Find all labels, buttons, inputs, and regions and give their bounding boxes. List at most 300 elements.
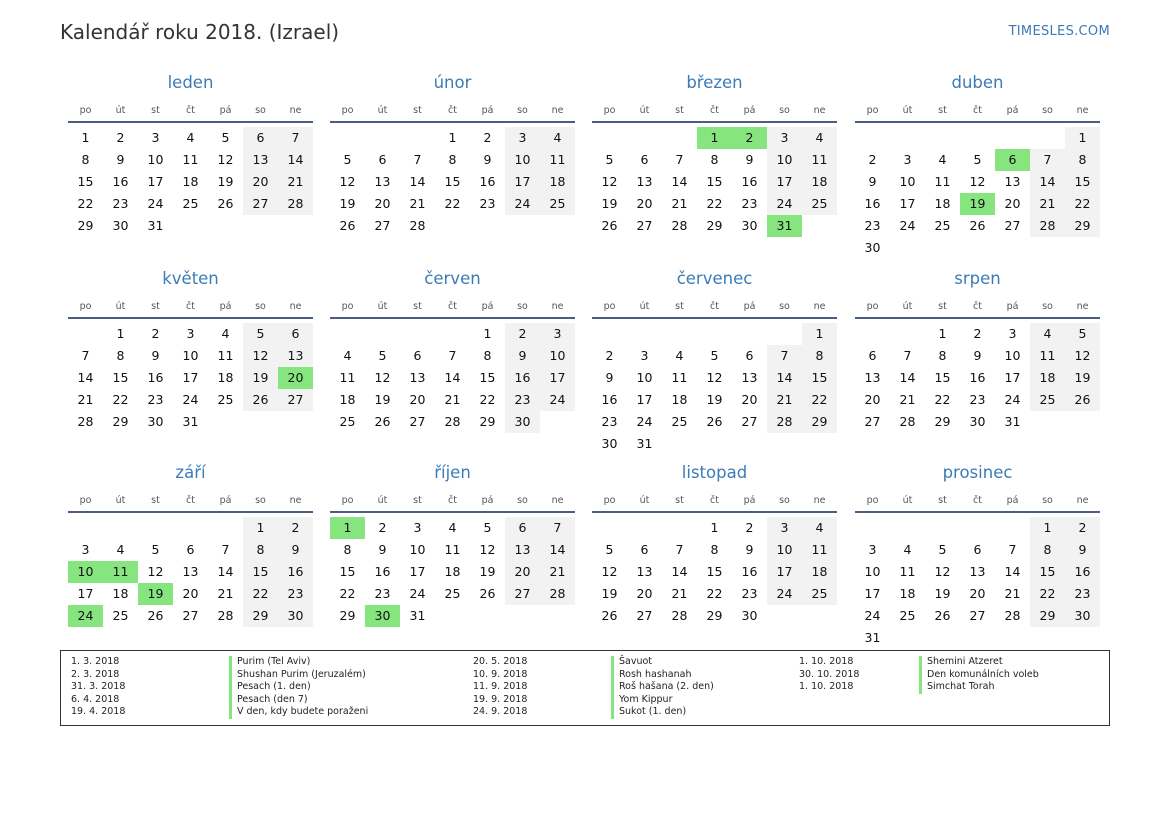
day-cell: 12 xyxy=(147,564,164,579)
day-cell: 13 xyxy=(374,174,391,189)
legend-holiday-name: Shemini Atzeret xyxy=(927,656,1003,667)
day-cell: 3 xyxy=(540,323,575,345)
day-cell: 9 xyxy=(505,345,540,367)
weekday-label: ne xyxy=(813,105,826,116)
weekday-label: pá xyxy=(1006,495,1019,506)
day-cell: 7 xyxy=(278,127,313,149)
day-cell: 1 xyxy=(116,326,125,341)
day-cell: 7 xyxy=(675,542,684,557)
day-cell: 28 xyxy=(671,608,688,623)
day-cell: 14 xyxy=(444,370,461,385)
brand-logo[interactable]: TIMESLES.COM xyxy=(1008,24,1110,39)
day-cell: 17 xyxy=(182,370,199,385)
day-cell: 20 xyxy=(636,196,653,211)
month-name: leden xyxy=(167,73,214,92)
day-cell: 2 xyxy=(973,326,982,341)
day-cell: 27 xyxy=(374,218,391,233)
weekday-label: so xyxy=(517,105,528,116)
legend-date: 1. 10. 2018 xyxy=(799,656,854,667)
month-name: únor xyxy=(433,73,472,92)
day-cell: 7 xyxy=(767,345,802,367)
month-name: listopad xyxy=(681,463,748,482)
day-cell: 1 xyxy=(802,323,837,345)
day-cell: 26 xyxy=(217,196,234,211)
day-cell: 5 xyxy=(221,130,230,145)
day-cell: 7 xyxy=(81,348,90,363)
day-cell: 18 xyxy=(1030,367,1065,389)
legend-names-column xyxy=(229,656,368,719)
day-cell: 5 xyxy=(605,152,614,167)
day-cell: 16 xyxy=(112,174,129,189)
weekday-label: čt xyxy=(186,105,195,116)
day-cell: 15 xyxy=(112,370,129,385)
day-cell: 23 xyxy=(505,389,540,411)
day-cell: 11 xyxy=(1030,345,1065,367)
day-cell: 25 xyxy=(671,414,688,429)
day-cell: 3 xyxy=(767,517,802,539)
weekday-label: út xyxy=(639,495,650,506)
day-cell: 9 xyxy=(116,152,125,167)
day-cell: 5 xyxy=(343,152,352,167)
holiday-day-cell: 11 xyxy=(103,561,138,583)
holiday-day-cell: 6 xyxy=(995,149,1030,171)
day-cell: 6 xyxy=(278,323,313,345)
day-cell: 28 xyxy=(278,193,313,215)
weekday-label: ne xyxy=(289,301,302,312)
weekday-label: po xyxy=(866,105,879,116)
day-cell: 27 xyxy=(1004,218,1021,233)
day-cell: 13 xyxy=(243,149,278,171)
day-cell: 3 xyxy=(81,542,90,557)
weekday-label: so xyxy=(779,301,790,312)
header-rule xyxy=(592,511,837,513)
legend-date: 19. 4. 2018 xyxy=(71,706,126,718)
weekday-label: st xyxy=(938,105,947,116)
day-cell: 29 xyxy=(112,414,129,429)
day-cell: 3 xyxy=(868,542,877,557)
day-cell: 15 xyxy=(706,174,723,189)
day-cell: 3 xyxy=(505,127,540,149)
page-title: Kalendář roku 2018. (Izrael) xyxy=(60,20,340,44)
day-cell: 20 xyxy=(1004,196,1021,211)
legend-dates-column xyxy=(473,656,527,719)
day-cell: 4 xyxy=(116,542,125,557)
day-cell: 8 xyxy=(710,152,719,167)
day-cell: 13 xyxy=(636,564,653,579)
legend-holiday-name: Yom Kippur xyxy=(619,693,673,705)
day-cell: 18 xyxy=(802,171,837,193)
weekday-label: pá xyxy=(219,301,232,312)
day-cell: 17 xyxy=(636,392,653,407)
day-cell: 8 xyxy=(116,348,125,363)
day-cell: 16 xyxy=(278,561,313,583)
weekday-label: čt xyxy=(973,301,982,312)
day-cell: 28 xyxy=(1030,215,1065,237)
day-cell: 13 xyxy=(1004,174,1021,189)
day-cell: 6 xyxy=(868,348,877,363)
day-cell: 5 xyxy=(605,542,614,557)
day-cell: 22 xyxy=(1065,193,1100,215)
day-cell: 6 xyxy=(378,152,387,167)
day-cell: 27 xyxy=(182,608,199,623)
day-cell: 12 xyxy=(374,370,391,385)
header-rule xyxy=(592,317,837,319)
weekday-label: ne xyxy=(289,105,302,116)
weekday-label: út xyxy=(902,495,913,506)
day-cell: 26 xyxy=(601,218,618,233)
day-cell: 5 xyxy=(378,348,387,363)
day-cell: 15 xyxy=(802,367,837,389)
day-cell: 2 xyxy=(378,520,387,535)
weekday-label: čt xyxy=(973,495,982,506)
day-cell: 17 xyxy=(864,586,881,601)
day-cell: 21 xyxy=(217,586,234,601)
weekday-label: so xyxy=(255,301,266,312)
day-cell: 19 xyxy=(243,367,278,389)
header-rule xyxy=(68,511,313,513)
day-cell: 23 xyxy=(278,583,313,605)
day-cell: 14 xyxy=(767,367,802,389)
day-cell: 21 xyxy=(278,171,313,193)
day-cell: 19 xyxy=(217,174,234,189)
weekday-label: ne xyxy=(813,495,826,506)
day-cell: 15 xyxy=(1030,561,1065,583)
day-cell: 23 xyxy=(374,586,391,601)
day-cell: 8 xyxy=(343,542,352,557)
day-cell: 25 xyxy=(112,608,129,623)
day-cell: 13 xyxy=(969,564,986,579)
day-cell: 14 xyxy=(671,174,688,189)
weekday-label: st xyxy=(938,495,947,506)
day-cell: 12 xyxy=(601,174,618,189)
weekday-label: so xyxy=(255,105,266,116)
day-cell: 9 xyxy=(151,348,160,363)
day-cell: 10 xyxy=(767,539,802,561)
day-cell: 10 xyxy=(182,348,199,363)
holiday-day-cell: 30 xyxy=(365,605,400,627)
day-cell: 20 xyxy=(243,171,278,193)
day-cell: 6 xyxy=(243,127,278,149)
day-cell: 27 xyxy=(243,193,278,215)
day-cell: 20 xyxy=(636,586,653,601)
day-cell: 28 xyxy=(409,218,426,233)
weekday-label: út xyxy=(639,105,650,116)
day-cell: 1 xyxy=(1030,517,1065,539)
day-cell: 30 xyxy=(864,240,881,255)
day-cell: 17 xyxy=(899,196,916,211)
month-name: prosinec xyxy=(942,463,1013,482)
weekday-label: út xyxy=(377,495,388,506)
day-cell: 18 xyxy=(802,561,837,583)
day-cell: 29 xyxy=(1065,215,1100,237)
day-cell: 15 xyxy=(934,370,951,385)
day-cell: 1 xyxy=(483,326,492,341)
weekday-label: po xyxy=(341,495,354,506)
day-cell: 10 xyxy=(899,174,916,189)
legend-dates-column xyxy=(71,656,125,719)
day-cell: 24 xyxy=(767,583,802,605)
day-cell: 15 xyxy=(339,564,356,579)
legend-date: 31. 3. 2018 xyxy=(71,681,126,693)
day-cell: 24 xyxy=(540,389,575,411)
day-cell: 28 xyxy=(540,583,575,605)
holiday-day-cell: 1 xyxy=(697,127,732,149)
day-cell: 14 xyxy=(77,370,94,385)
day-cell: 3 xyxy=(413,520,422,535)
day-cell: 6 xyxy=(973,542,982,557)
weekday-label: pá xyxy=(481,105,494,116)
day-cell: 30 xyxy=(1065,605,1100,627)
month-name: říjen xyxy=(434,463,471,482)
weekday-label: pá xyxy=(743,495,756,506)
weekday-label: st xyxy=(151,105,160,116)
legend-dates-column xyxy=(799,656,859,694)
weekday-label: pá xyxy=(743,105,756,116)
weekday-label: ne xyxy=(813,301,826,312)
day-cell: 20 xyxy=(505,561,540,583)
day-cell: 28 xyxy=(1004,608,1021,623)
legend-date: 10. 9. 2018 xyxy=(473,668,528,680)
weekday-label: st xyxy=(938,301,947,312)
day-cell: 29 xyxy=(243,605,278,627)
header-rule xyxy=(68,317,313,319)
day-cell: 1 xyxy=(710,520,719,535)
day-cell: 27 xyxy=(409,414,426,429)
weekday-label: so xyxy=(1042,105,1053,116)
day-cell: 23 xyxy=(864,218,881,233)
day-cell: 11 xyxy=(339,370,356,385)
day-cell: 9 xyxy=(378,542,387,557)
day-cell: 30 xyxy=(147,414,164,429)
weekday-label: čt xyxy=(710,495,719,506)
day-cell: 21 xyxy=(671,586,688,601)
holiday-day-cell: 2 xyxy=(732,127,767,149)
day-cell: 27 xyxy=(278,389,313,411)
holiday-day-cell: 1 xyxy=(330,517,365,539)
day-cell: 13 xyxy=(505,539,540,561)
weekday-label: so xyxy=(1042,495,1053,506)
day-cell: 31 xyxy=(147,218,164,233)
day-cell: 12 xyxy=(1065,345,1100,367)
day-cell: 13 xyxy=(409,370,426,385)
day-cell: 23 xyxy=(969,392,986,407)
day-cell: 22 xyxy=(77,196,94,211)
day-cell: 18 xyxy=(182,174,199,189)
day-cell: 31 xyxy=(1004,414,1021,429)
weekday-label: út xyxy=(902,105,913,116)
holiday-day-cell: 19 xyxy=(138,583,173,605)
weekday-label: po xyxy=(341,301,354,312)
day-cell: 30 xyxy=(505,411,540,433)
day-cell: 29 xyxy=(802,411,837,433)
day-cell: 20 xyxy=(409,392,426,407)
day-cell: 30 xyxy=(741,218,758,233)
day-cell: 29 xyxy=(706,218,723,233)
day-cell: 27 xyxy=(864,414,881,429)
day-cell: 13 xyxy=(864,370,881,385)
weekday-label: pá xyxy=(1006,105,1019,116)
day-cell: 25 xyxy=(339,414,356,429)
day-cell: 5 xyxy=(938,542,947,557)
day-cell: 30 xyxy=(969,414,986,429)
day-cell: 4 xyxy=(1030,323,1065,345)
day-cell: 23 xyxy=(479,196,496,211)
day-cell: 27 xyxy=(969,608,986,623)
header-rule xyxy=(592,121,837,123)
legend-date: 20. 5. 2018 xyxy=(473,656,528,667)
day-cell: 2 xyxy=(505,323,540,345)
day-cell: 18 xyxy=(934,196,951,211)
legend-date: 11. 9. 2018 xyxy=(473,681,528,693)
day-cell: 25 xyxy=(802,193,837,215)
month-name: červenec xyxy=(676,269,753,288)
day-cell: 17 xyxy=(767,561,802,583)
day-cell: 17 xyxy=(1004,370,1021,385)
day-cell: 12 xyxy=(601,564,618,579)
day-cell: 10 xyxy=(1004,348,1021,363)
day-cell: 7 xyxy=(675,152,684,167)
day-cell: 26 xyxy=(374,414,391,429)
day-cell: 10 xyxy=(409,542,426,557)
day-cell: 27 xyxy=(636,218,653,233)
weekday-label: ne xyxy=(551,105,564,116)
legend-date: 30. 10. 2018 xyxy=(799,668,860,680)
day-cell: 2 xyxy=(745,520,754,535)
legend-holiday-name: Šavuot xyxy=(619,656,653,667)
day-cell: 5 xyxy=(483,520,492,535)
day-cell: 15 xyxy=(77,174,94,189)
weekday-label: čt xyxy=(186,301,195,312)
day-cell: 3 xyxy=(151,130,160,145)
day-cell: 30 xyxy=(278,605,313,627)
day-cell: 8 xyxy=(448,152,457,167)
day-cell: 3 xyxy=(640,348,649,363)
day-cell: 9 xyxy=(745,152,754,167)
day-cell: 27 xyxy=(505,583,540,605)
day-cell: 2 xyxy=(605,348,614,363)
day-cell: 11 xyxy=(217,348,234,363)
day-cell: 21 xyxy=(540,561,575,583)
day-cell: 19 xyxy=(339,196,356,211)
day-cell: 12 xyxy=(969,174,986,189)
day-cell: 16 xyxy=(505,367,540,389)
day-cell: 4 xyxy=(675,348,684,363)
weekday-label: pá xyxy=(1006,301,1019,312)
weekday-label: st xyxy=(151,495,160,506)
day-cell: 13 xyxy=(182,564,199,579)
day-cell: 4 xyxy=(448,520,457,535)
day-cell: 22 xyxy=(444,196,461,211)
day-cell: 28 xyxy=(444,414,461,429)
legend-date: 1. 3. 2018 xyxy=(71,656,120,667)
month-name: duben xyxy=(951,73,1004,92)
day-cell: 20 xyxy=(182,586,199,601)
weekday-label: po xyxy=(79,105,92,116)
day-cell: 28 xyxy=(671,218,688,233)
day-cell: 25 xyxy=(540,193,575,215)
day-cell: 21 xyxy=(77,392,94,407)
day-cell: 25 xyxy=(802,583,837,605)
day-cell: 5 xyxy=(1065,323,1100,345)
day-cell: 14 xyxy=(899,370,916,385)
day-cell: 15 xyxy=(479,370,496,385)
day-cell: 4 xyxy=(186,130,195,145)
day-cell: 31 xyxy=(182,414,199,429)
day-cell: 9 xyxy=(868,174,877,189)
legend-date: 2. 3. 2018 xyxy=(71,668,120,680)
day-cell: 26 xyxy=(243,389,278,411)
weekday-label: út xyxy=(377,301,388,312)
day-cell: 11 xyxy=(934,174,951,189)
day-cell: 7 xyxy=(221,542,230,557)
day-cell: 2 xyxy=(278,517,313,539)
day-cell: 7 xyxy=(540,517,575,539)
legend-holiday-name: Pesach (1. den) xyxy=(237,681,311,693)
day-cell: 21 xyxy=(444,392,461,407)
day-cell: 4 xyxy=(343,348,352,363)
day-cell: 25 xyxy=(1030,389,1065,411)
day-cell: 11 xyxy=(802,539,837,561)
day-cell: 7 xyxy=(413,152,422,167)
day-cell: 18 xyxy=(671,392,688,407)
day-cell: 5 xyxy=(243,323,278,345)
day-cell: 12 xyxy=(243,345,278,367)
day-cell: 24 xyxy=(182,392,199,407)
day-cell: 9 xyxy=(483,152,492,167)
day-cell: 26 xyxy=(147,608,164,623)
day-cell: 18 xyxy=(899,586,916,601)
day-cell: 3 xyxy=(767,127,802,149)
day-cell: 29 xyxy=(1030,605,1065,627)
day-cell: 17 xyxy=(767,171,802,193)
day-cell: 4 xyxy=(221,326,230,341)
day-cell: 30 xyxy=(741,608,758,623)
holiday-day-cell: 24 xyxy=(68,605,103,627)
day-cell: 13 xyxy=(741,370,758,385)
day-cell: 26 xyxy=(601,608,618,623)
weekday-label: po xyxy=(79,495,92,506)
day-cell: 27 xyxy=(741,414,758,429)
day-cell: 17 xyxy=(409,564,426,579)
day-cell: 19 xyxy=(479,564,496,579)
day-cell: 22 xyxy=(112,392,129,407)
day-cell: 6 xyxy=(413,348,422,363)
day-cell: 16 xyxy=(741,174,758,189)
day-cell: 2 xyxy=(151,326,160,341)
day-cell: 27 xyxy=(636,608,653,623)
legend-holiday-name: V den, kdy budete poraženi xyxy=(237,706,369,718)
day-cell: 14 xyxy=(1030,171,1065,193)
day-cell: 18 xyxy=(217,370,234,385)
legend-names-column xyxy=(611,656,714,719)
legend-holiday-name: Purim (Tel Aviv) xyxy=(237,656,311,667)
weekday-label: čt xyxy=(710,301,719,312)
day-cell: 6 xyxy=(640,152,649,167)
day-cell: 12 xyxy=(217,152,234,167)
day-cell: 14 xyxy=(540,539,575,561)
month-name: srpen xyxy=(954,269,1001,288)
day-cell: 9 xyxy=(1065,539,1100,561)
weekday-label: po xyxy=(866,495,879,506)
day-cell: 22 xyxy=(934,392,951,407)
day-cell: 28 xyxy=(77,414,94,429)
day-cell: 14 xyxy=(409,174,426,189)
day-cell: 21 xyxy=(409,196,426,211)
day-cell: 12 xyxy=(706,370,723,385)
day-cell: 6 xyxy=(640,542,649,557)
legend-holiday-name: Sukot (1. den) xyxy=(619,706,687,718)
legend-date: 6. 4. 2018 xyxy=(71,693,120,705)
